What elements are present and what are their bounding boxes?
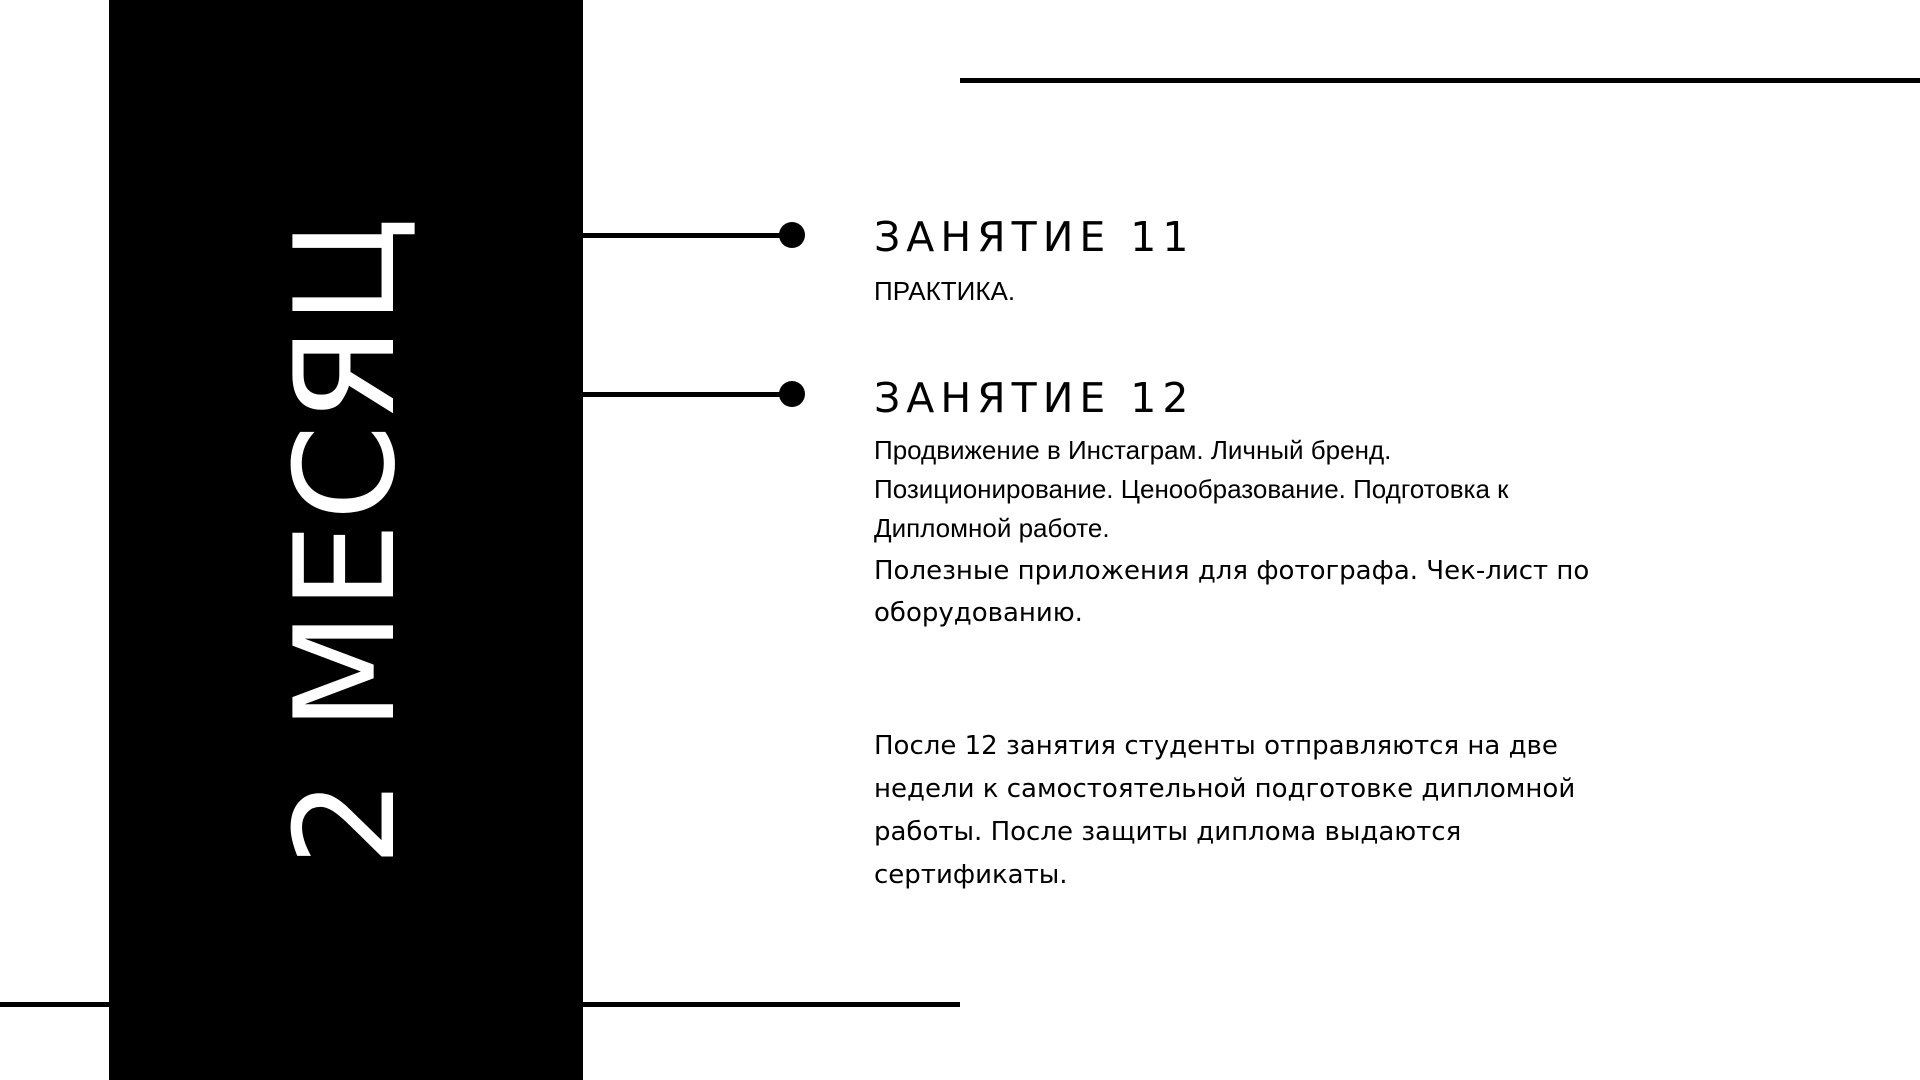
lesson-12-extra: Полезные приложения для фотографа. Чек-лист по оборудованию.	[874, 556, 1590, 628]
lesson-11-connector	[583, 233, 791, 238]
bottom-divider-line-right	[583, 1002, 960, 1007]
lesson-12-connector	[583, 392, 791, 397]
top-divider-line	[960, 78, 1920, 83]
bottom-divider-line-left	[0, 1002, 110, 1007]
lesson-12-title: ЗАНЯТИЕ 12	[874, 374, 1195, 422]
lesson-11-description: ПРАКТИКА.	[874, 276, 1016, 306]
lesson-11-bullet-dot	[779, 222, 805, 248]
lesson-12-description: Продвижение в Инстаграм. Личный бренд. Позиционирование. Ценообразование. Подготовка к Дипломной работе.	[874, 435, 1509, 543]
lesson-11-title: ЗАНЯТИЕ 11	[874, 213, 1195, 261]
lesson-12-bullet-dot	[779, 381, 805, 407]
month-title: 2 МЕСЯЦ	[265, 215, 426, 867]
course-note: После 12 занятия студенты отправляются на две недели к самостоятельной подготовке дипломной работы. После защиты диплома выдаются сертификаты.	[874, 731, 1576, 890]
